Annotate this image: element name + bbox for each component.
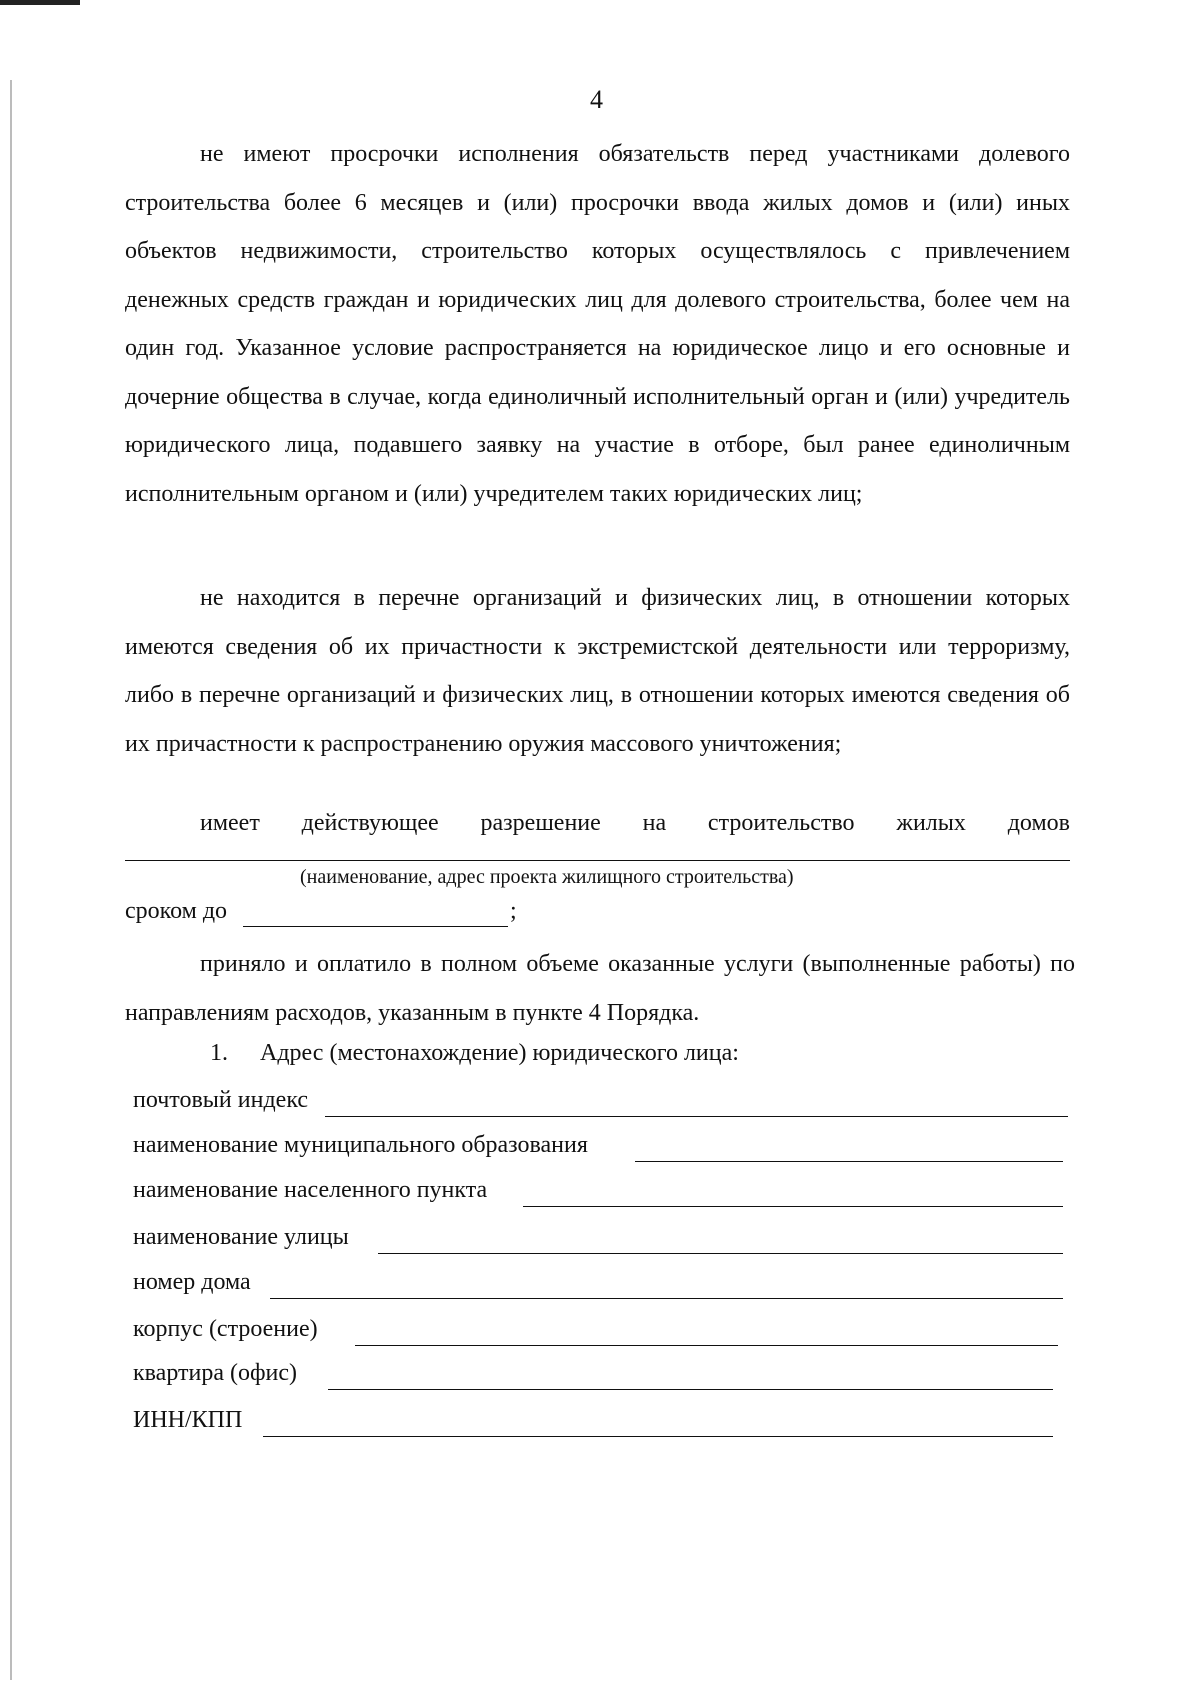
field-building (133, 1314, 1068, 1354)
field-label: наименование муниципального образования (133, 1132, 588, 1158)
permit-statement: имеет действующее разрешение на строительство жилых домов (200, 810, 1070, 836)
term-label: сроком до (125, 898, 228, 924)
field-blank-line (325, 1116, 1068, 1117)
field-label: квартира (офис) (133, 1360, 298, 1386)
field-blank-line (263, 1436, 1053, 1437)
term-blank-line (243, 926, 508, 927)
term-semicolon: ; (510, 898, 517, 924)
scan-edge-line (10, 80, 12, 1680)
paragraph-not-in-extremism-list: не находится в перечне организаций и физических лиц, в отношении которых имеются сведения об их причастности к экстремистской деятельности или терроризму, либо в перечне организаций и физических лиц, в отношении которых имеются сведения об их причастности к распространению оружия массового уничтожения; (125, 585, 1070, 757)
permit-caption: (наименование, адрес проекта жилищного строительства) (300, 866, 794, 888)
paragraph-services-paid: приняло и оплатило в полном объеме оказанные услуги (выполненные работы) по направлениям расходов, указанным в пункте 4 Порядка. (125, 951, 1075, 1026)
field-label: почтовый индекс (133, 1087, 309, 1113)
field-label: номер дома (133, 1269, 251, 1295)
field-house-number (133, 1267, 1068, 1307)
field-street (133, 1222, 1068, 1262)
field-municipality (133, 1130, 1068, 1170)
field-blank-line (635, 1161, 1063, 1162)
scan-edge-mark (0, 0, 80, 5)
field-inn-kpp (133, 1405, 1068, 1445)
field-label: корпус (строение) (133, 1316, 318, 1342)
field-blank-line (328, 1389, 1053, 1390)
field-label: ИНН/КПП (133, 1407, 243, 1433)
field-label: наименование населенного пункта (133, 1177, 488, 1203)
field-label: наименование улицы (133, 1224, 349, 1250)
field-blank-line (378, 1253, 1063, 1254)
field-blank-line (523, 1206, 1063, 1207)
field-postal-code (133, 1085, 1068, 1125)
field-settlement (133, 1175, 1068, 1215)
address-heading-number: 1. (210, 1040, 228, 1066)
field-apartment (133, 1358, 1068, 1398)
address-heading-text: Адрес (местонахождение) юридического лица: (260, 1040, 739, 1066)
field-blank-line (270, 1298, 1063, 1299)
page-number: 4 (590, 85, 603, 114)
paragraph-no-overdue-obligations: не имеют просрочки исполнения обязательств перед участниками долевого строительства более 6 месяцев и (или) просрочки ввода жилых домов и (или) иных объектов недвижимости, строительство которых осуществлялось с привлечением денежных средств граждан и юридических лиц для долевого строительства, более чем на один год. Указанное условие распространяется на юридическое лицо и его основные и дочерние общества в случае, когда единоличный исполнительный орган и (или) учредитель юридического лица, подавшего заявку на участие в отборе, был ранее единоличным исполнительным органом и (или) учредителем таких юридических лиц; (125, 141, 1070, 507)
field-blank-line (355, 1345, 1058, 1346)
permit-blank-line (125, 860, 1070, 861)
